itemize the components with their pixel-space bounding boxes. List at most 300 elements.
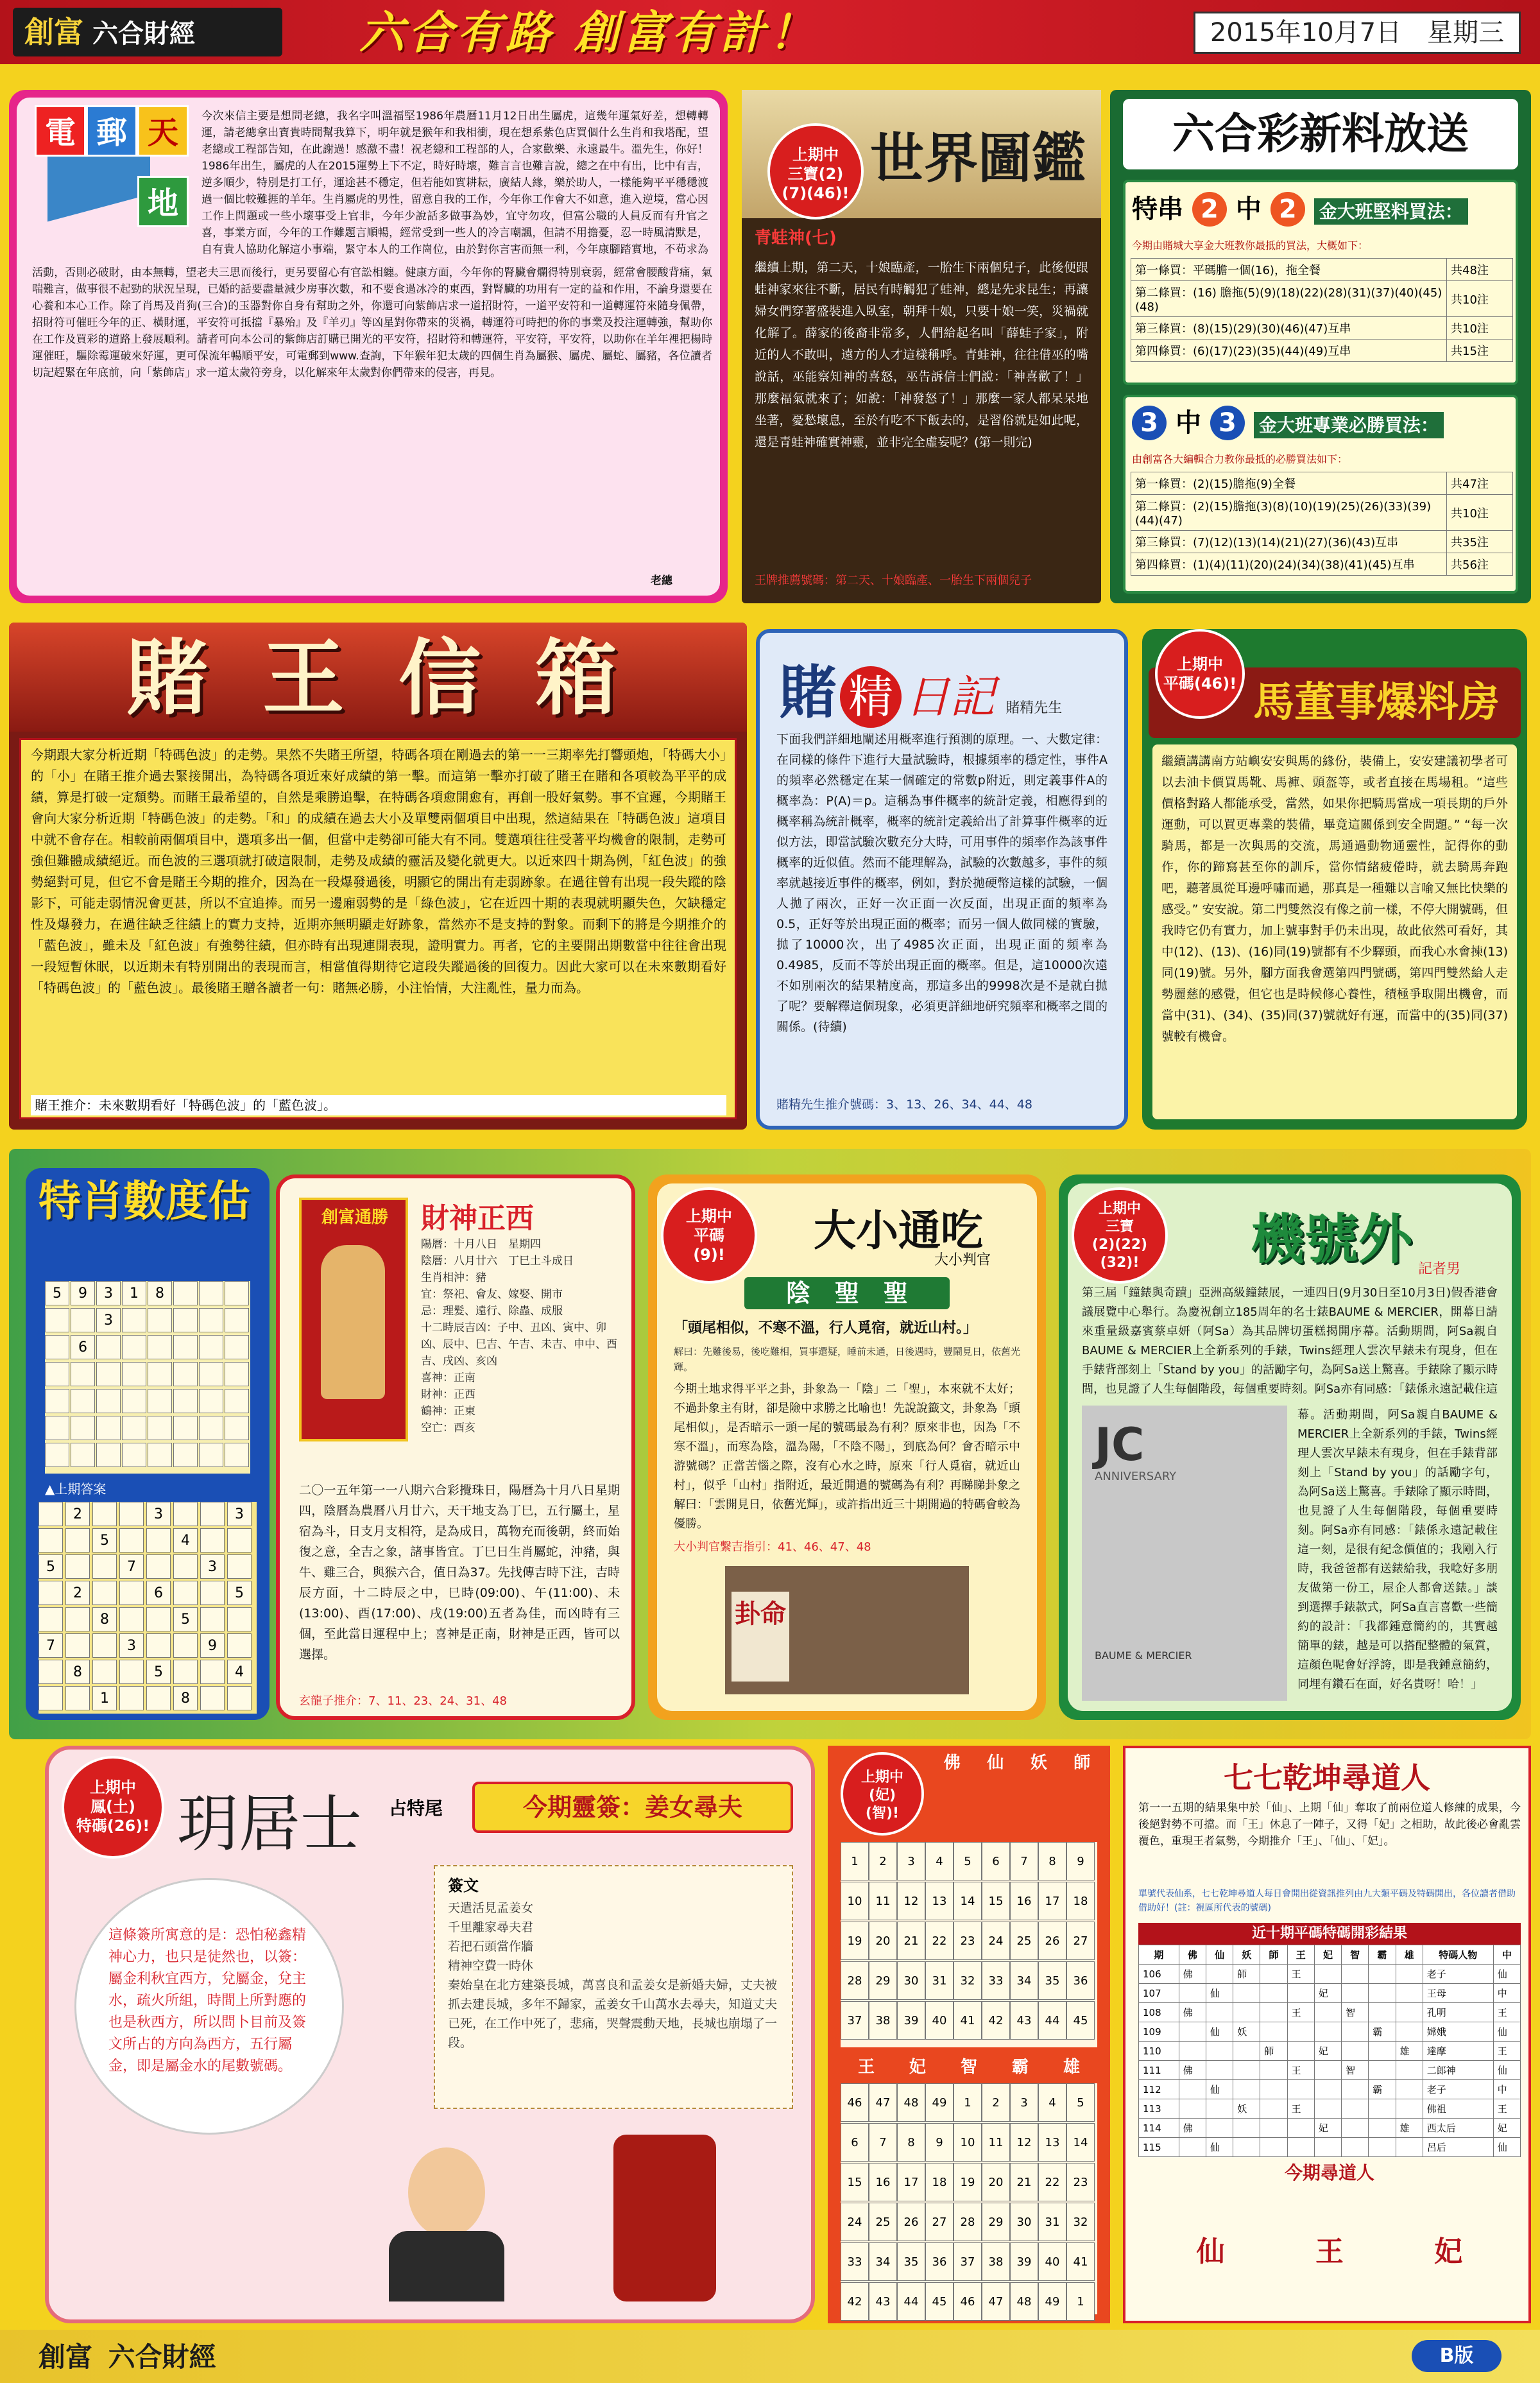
- sudoku-cell: [173, 1335, 198, 1359]
- page-label: B版: [1412, 2340, 1502, 2372]
- table-cell: [1342, 2042, 1369, 2061]
- zodiac-cell: 27: [925, 2203, 954, 2241]
- newmat-sec1-n2: 2: [1270, 192, 1305, 227]
- sudoku-cell: 5: [227, 1581, 252, 1605]
- table-cell: 王: [1287, 2061, 1314, 2080]
- sudoku-cell: [45, 1308, 69, 1332]
- sudoku-cell: [199, 1416, 223, 1440]
- table-cell: [1342, 2022, 1369, 2042]
- newmat-sec1-mid: 中: [1235, 194, 1262, 224]
- dubox-body: 今期跟大家分析近期「特碼色波」的走勢。果然不失賭王所望，特碼各項在剛過去的第一一三期率先打響頭炮，「特碼大小」的「小」在賭王推介過去緊接開出，為特碼各項近來好成績的第一擊。而這第一擊亦打破了賭王在賭和各項較為平平的成績，算是打破一定頹勢。而賭王最希望的，自然是乘勝追擊，在特碼各項愈開愈有，再創一股好氣勢。事不宜遲，今期賭王會向大家分析近期「特碼色波」的走勢。「和」的成績在過去大小及單雙兩個項目中出現，然這結果在「特碼色波」這項目中就不會存在。相較前兩個項目中，選項多出一個，但當中走勢卻可能大有不同。雙選項往往受著平均機會的限制，走勢可強但難體成績絕近。而色波的三選項就打破這限制，走勢及成績的靈活及變化就更大。以近來四十期為例，「紅色波」的強勢絕對可見，但它不會是賭王今期的推介，因為在一段爆發過後，明顯它的開出有走弱跡象。在過往曾有出現一段失蹤的陰影下，可能走弱情況會更甚，所以不宜追捧。而另一邊廂弱勢的是「綠色波」，它在近四十期的表現就明顯失色，欠缺穩定性及爆發力，在過往缺乏往績上的實力支持，近期亦無明顯走好跡象，當然亦不是支持的對象。而剩下的將是今期推介的「藍色波」，雖未及「紅色波」有強勢往績，但亦時有出現連開表現，證明實力。再者，它的主要開出期數當中往往會出現一段短暫休眠，以近期未有特別開出的表現而言，相當值得期待它這段失蹤過後的回復力。因此大家可以在未來數期看好「特碼色波」的「藍色波」。最後賭王贈各讀者一句：賭無必勝，小注怡情，大注亂性，量力而為。: [31, 747, 726, 995]
- table-header: 仙: [1206, 1945, 1233, 1965]
- table-header: 中: [1493, 1945, 1520, 1965]
- sudoku-cell: 4: [227, 1660, 252, 1684]
- almanac-line: 十二時辰吉凶：子中、丑凶、寅中、卯凶、辰中、巳吉、午吉、未吉、申中、酉吉、戌凶、亥凶: [421, 1321, 617, 1368]
- cell: 共15注: [1447, 340, 1513, 362]
- table-cell: 佛: [1179, 2061, 1206, 2080]
- zodiac-cell: 38: [869, 2001, 897, 2040]
- table-cell: [1314, 2099, 1341, 2119]
- table-cell: [1179, 2022, 1206, 2042]
- table-cell: [1314, 2022, 1341, 2042]
- sudoku-cell: [96, 1362, 121, 1386]
- zodiac-cell: 39: [897, 2001, 925, 2040]
- jihao-badge-line4: (32)!: [1100, 1255, 1140, 1271]
- sudoku-cell: [96, 1335, 121, 1359]
- table-cell: 呂后: [1423, 2138, 1493, 2157]
- footer-logo-sub: 六合財經: [108, 2341, 216, 2373]
- table-cell: [1396, 2099, 1423, 2119]
- table-cell: 王: [1287, 2099, 1314, 2119]
- sudoku-cell: [199, 1389, 223, 1413]
- logo-main: 創富: [24, 15, 83, 49]
- sudoku-cell: [148, 1362, 172, 1386]
- table-cell: 仙: [1493, 2138, 1520, 2157]
- xiaotong-poem: 「頭尾相似，不寒不溫，行人覓宿，就近山村。」: [674, 1320, 978, 1336]
- table-cell: 西太后: [1423, 2119, 1493, 2138]
- zodiac-cell: 32: [1066, 2203, 1095, 2241]
- zodiac-cell: 17: [897, 2163, 925, 2201]
- table-row: [1139, 2003, 1521, 2022]
- sudoku-cell: 8: [92, 1607, 117, 1631]
- table-cell: 二郎神: [1423, 2061, 1493, 2080]
- slogan: 六合有路 創富有計！: [359, 6, 818, 59]
- zodiac-head: 智: [960, 2058, 977, 2077]
- zodiac-cell: 42: [841, 2282, 869, 2321]
- sudoku-cell: [65, 1686, 90, 1710]
- newmat-title: 六合彩新料放送: [1123, 99, 1518, 169]
- zodiac-cell: 3: [897, 1842, 925, 1880]
- table-cell: [1233, 2061, 1260, 2080]
- table-cell: [1179, 1984, 1206, 2003]
- zodiac-cell: 5: [954, 1842, 982, 1880]
- texiao-prev-grid: [45, 1281, 250, 1474]
- mail-icon-char-2: 郵: [86, 105, 137, 157]
- table-cell: [1287, 2080, 1314, 2099]
- sudoku-cell: [146, 1528, 171, 1553]
- sudoku-cell: [225, 1362, 249, 1386]
- sudoku-cell: 8: [65, 1660, 90, 1684]
- sudoku-cell: [148, 1308, 172, 1332]
- almanac-line: 陽曆：十月八日 星期四: [421, 1238, 541, 1251]
- zodiac-cell: 2: [869, 1842, 897, 1880]
- dujing-rec: 賭精先生推介號碼：3、13、26、34、44、48: [776, 1097, 1032, 1112]
- zodiac-cell: 4: [1038, 2083, 1066, 2122]
- world-badge-line3: (7)(46)!: [782, 184, 850, 202]
- sudoku-cell: [71, 1308, 95, 1332]
- qiqian-picks: [1151, 2191, 1508, 2307]
- zodiac-cell: 40: [1038, 2242, 1066, 2281]
- sudoku-cell: [225, 1389, 249, 1413]
- almanac-line: 陰曆：八月廿六 丁巳土斗成日: [421, 1255, 574, 1268]
- dujing-header: [779, 646, 1113, 727]
- table-cell: [1342, 2080, 1369, 2099]
- cell: 共48注: [1447, 259, 1513, 281]
- jushi-qian-pot: [613, 2135, 716, 2301]
- dujing-author: 賭精先生: [1005, 700, 1063, 716]
- sudoku-cell: 3: [96, 1281, 121, 1305]
- table-cell: 仙: [1206, 1984, 1233, 2003]
- table-cell: [1233, 2080, 1260, 2099]
- sudoku-cell: [199, 1443, 223, 1467]
- zodiac-badge: [841, 1752, 924, 1836]
- zodiac-cell: 16: [1010, 1882, 1038, 1920]
- newmat-sec1-table: [1131, 258, 1513, 362]
- newmat-sec2-n2: 3: [1210, 406, 1245, 440]
- zodiac-head: 王: [857, 2058, 875, 2077]
- jihao-badge: [1072, 1187, 1168, 1284]
- sudoku-cell: [225, 1335, 249, 1359]
- footer-logo: [38, 2336, 270, 2375]
- sudoku-cell: [225, 1281, 249, 1305]
- jihao-photo: [1082, 1406, 1287, 1701]
- zodiac-cell: 44: [1038, 2001, 1066, 2040]
- sudoku-cell: [200, 1528, 225, 1553]
- jushi-panel: [45, 1746, 815, 2323]
- zodiac-cell: 30: [897, 1961, 925, 2000]
- caishen-panel: [276, 1174, 635, 1720]
- table-row: [1131, 495, 1513, 531]
- zodiac-cell: 39: [1010, 2242, 1038, 2281]
- cell: 第一條買：(2)(15)膽拖(9)全餐: [1131, 472, 1447, 495]
- dujing-body: 下面我們詳細地闡述用概率進行預測的原理。一、大數定律：在同樣的條件下進行大量試驗時，根據頻率的穩定性，事件A的頻率必然穩定在某一個確定的常數p附近，則定義事件A的概率為：P(A)＝p。這稱為事件概率的統計定義，相應得到的概率稱為統計概率，概率的統計定義給出了計算事件概率的近似方法，即當試驗次數充分大時，可用事件的頻率作為該事件概率的近似值。然而不能理解為，試驗的次數越多，事件的頻率就越接近事件的概率，例如，對於拋硬幣這樣的試驗，一個人拋了兩次，正好一次正面一次反面，出現正面的頻率為0.5，正好等於出現正面的概率；而另一個人做同樣的實驗，拋了10000次，出了4985次正面，出現正面的頻率為0.4985，反而不等於出現正面的概率。但是，這10000次遠不如別兩次的結果精度高，那這多出的9998次是不是就白拋了呢？要解釋這個現象，必須更詳細地研究頻率和概率之間的關係。(待續): [776, 732, 1108, 1034]
- sudoku-cell: [173, 1281, 198, 1305]
- table-cell: [1342, 2138, 1369, 2157]
- zodiac-head: 妖: [1030, 1753, 1047, 1773]
- table-cell: [1260, 2003, 1287, 2022]
- zodiac-cell: 43: [869, 2282, 897, 2321]
- texiao-title: 特肖數度估: [38, 1176, 250, 1226]
- sudoku-cell: [173, 1581, 198, 1605]
- sudoku-cell: 3: [227, 1502, 252, 1526]
- caishen-rec: 玄龍子推介：7、11、23、24、31、48: [299, 1694, 507, 1708]
- table-cell: [1369, 2119, 1396, 2138]
- cell: 共35注: [1447, 531, 1513, 553]
- zodiac-cell: 42: [982, 2001, 1010, 2040]
- table-cell: 霸: [1369, 2080, 1396, 2099]
- table-header: 師: [1260, 1945, 1287, 1965]
- sudoku-cell: [200, 1660, 225, 1684]
- footer-logo-main: 創富: [38, 2341, 93, 2373]
- sudoku-cell: [199, 1362, 223, 1386]
- zodiac-cell: 6: [841, 2123, 869, 2162]
- zodiac-cell: 26: [897, 2203, 925, 2241]
- table-cell: [1233, 2119, 1260, 2138]
- table-cell: 師: [1260, 2042, 1287, 2061]
- sudoku-cell: [200, 1581, 225, 1605]
- table-cell: [1287, 2138, 1314, 2157]
- newmat-sec1: [1123, 180, 1518, 385]
- sudoku-cell: [45, 1443, 69, 1467]
- jihao-body-cont: [1297, 1406, 1498, 1701]
- zodiac-cell: 31: [925, 1961, 954, 2000]
- sudoku-cell: [199, 1308, 223, 1332]
- zodiac-cell: 23: [1066, 2163, 1095, 2201]
- zodiac-cell: 9: [925, 2123, 954, 2162]
- zodiac-cell: 45: [1066, 2001, 1095, 2040]
- table-cell: 達摩: [1423, 2042, 1493, 2061]
- footer-bar: [0, 2330, 1540, 2383]
- xiaotong-rec: 大小判官繫吉指引：41、46、47、48: [674, 1540, 871, 1554]
- qiqian-today: 今期尋道人: [1284, 2162, 1374, 2183]
- almanac-line: 鶴神：正東: [421, 1405, 475, 1418]
- sudoku-cell: [173, 1443, 198, 1467]
- header-bar: [0, 0, 1540, 64]
- sudoku-cell: 5: [146, 1660, 171, 1684]
- world-subtitle: 青蛙神(七): [755, 228, 837, 248]
- zodiac-cell: 13: [925, 1882, 954, 1920]
- jushi-badge: [62, 1756, 164, 1859]
- mail-body-top: 今次來信主要是想問老總，我名字叫溫福堅1986年農曆11月12日出生屬虎，這幾年運氣好差，想轉轉運，請老總拿出寶貴時間幫我算下，明年就是猴年和我相衝，現在想系紫色店買個什么生肖和我塔配，望老總或工程部告知，在此謝過！感激不盡！祝老總和工程部的人，合家歡樂、永遠最牛。溫先生，你好！1986年出生，屬虎的人在2015運勢上下不定，時好時壞，難言言也難言說，總之在中有出，比中有吉，逆多順少，特別是打工仔，運途甚不穩定，但若能如實耕耘，廣結人緣，樂於助人，一樣能夠平平穩穩渡過一個比較難捱的羊年。生肖屬虎的男性，留意自我的工作，今年你工作會大不如意，進入逆境，當心因工作上問題或一些小壞事受上官非，今年少說話多做事為妙，宜守勿攻，但富公職的人員反而有升官之喜，事業方面，今年的工作難題言順暢，經常受到一些人的冷言嘲諷，但請不用擔憂，忍一時風清默是，自有貴人協助化解這小事端，緊守本人的工作崗位，由於對你言害而無一利，今年康腳踏實地，不苟求為: [201, 110, 708, 255]
- zodiac-cell: 37: [954, 2242, 982, 2281]
- cell: 第一條買：平碼膽一個(16)，拖全餐: [1131, 259, 1447, 281]
- zodiac-cell: 1: [1066, 2282, 1095, 2321]
- table-cell: 雄: [1396, 2119, 1423, 2138]
- xiaotong-panel: [648, 1174, 1046, 1720]
- table-row: [1139, 2042, 1521, 2061]
- zodiac-cell: 20: [869, 1922, 897, 1960]
- table-row: [1131, 472, 1513, 495]
- qiqian-note: 單號代表仙系，七七乾坤尋道人每日會開出從資訊推列由九大類平碼及特碼開出，各位讀者借助借助好！(註：視區所代表的號碼): [1138, 1889, 1516, 1913]
- table-cell: [1369, 2061, 1396, 2080]
- qiqian-pick: 王: [1315, 2235, 1344, 2268]
- sudoku-cell: [148, 1443, 172, 1467]
- zodiac-cell: 19: [954, 2163, 982, 2201]
- table-row: [1131, 259, 1513, 281]
- sudoku-cell: [173, 1633, 198, 1658]
- table-header: 霸: [1369, 1945, 1396, 1965]
- table-cell: 106: [1139, 1965, 1179, 1984]
- zodiac-cell: 43: [1010, 2001, 1038, 2040]
- world-badge-line2: 三寶(2): [787, 165, 844, 183]
- zodiac-top-grid: [841, 1842, 1097, 2047]
- table-cell: [1287, 2022, 1314, 2042]
- table-cell: 王: [1493, 2042, 1520, 2061]
- zodiac-head: 師: [1074, 1753, 1091, 1773]
- table-cell: 王: [1287, 1965, 1314, 1984]
- cell: 第三條買：(7)(12)(13)(14)(21)(27)(36)(43)互串: [1131, 531, 1447, 553]
- table-cell: 王: [1493, 2099, 1520, 2119]
- dongshi-badge-line1: 上期中: [1177, 655, 1223, 673]
- table-cell: 112: [1139, 2080, 1179, 2099]
- sudoku-cell: [65, 1528, 90, 1553]
- qian-line: 天遣活見孟姜女: [448, 1901, 534, 1915]
- zodiac-cell: 8: [1038, 1842, 1066, 1880]
- texiao-panel: [26, 1168, 270, 1720]
- zodiac-cell: 25: [869, 2203, 897, 2241]
- newmat-sec1-intro: 今期由賭城大享金大班教你最抵的買法，大概如下：: [1132, 239, 1369, 252]
- qiqian-table: [1138, 1945, 1521, 2157]
- table-cell: 王: [1287, 2003, 1314, 2022]
- jushi-bubble: [74, 1878, 344, 2135]
- table-cell: [1179, 2138, 1206, 2157]
- zodiac-cell: 49: [1038, 2282, 1066, 2321]
- newmat-sec2-header: [1132, 402, 1510, 447]
- xiaotong-notes: 解曰：先難後易，後吃難相，買事還疑，睡前未通，日後遇時，豐鬧見日，依舊光輝。: [674, 1346, 1021, 1373]
- newmat-panel: [1110, 90, 1531, 603]
- caishen-calendar-label: 創富通勝: [321, 1208, 388, 1227]
- table-cell: [1396, 2080, 1423, 2099]
- table-cell: 妃: [1314, 2119, 1341, 2138]
- sudoku-cell: [146, 1633, 171, 1658]
- sudoku-cell: [227, 1607, 252, 1631]
- table-cell: 110: [1139, 2042, 1179, 2061]
- world-badge-line1: 上期中: [792, 146, 839, 164]
- sudoku-cell: [146, 1554, 171, 1579]
- jushi-figure: [370, 2135, 524, 2301]
- table-cell: [1369, 1965, 1396, 1984]
- jihao-author: 記者男: [1418, 1261, 1461, 1277]
- jushi-zhan: 占特尾: [389, 1798, 443, 1819]
- sudoku-cell: [38, 1607, 63, 1631]
- qiqian-panel: [1123, 1746, 1531, 2323]
- sudoku-cell: 5: [38, 1554, 63, 1579]
- zodiac-cell: 31: [1038, 2203, 1066, 2241]
- zodiac-cell: 26: [1038, 1922, 1066, 1960]
- sudoku-cell: [122, 1308, 146, 1332]
- zodiac-cell: 2: [982, 2083, 1010, 2122]
- table-cell: [1342, 1965, 1369, 1984]
- table-cell: 王: [1493, 2003, 1520, 2022]
- caishen-calendar: [299, 1198, 408, 1441]
- table-cell: [1233, 1984, 1260, 2003]
- sudoku-cell: [122, 1389, 146, 1413]
- table-header: 妖: [1233, 1945, 1260, 1965]
- table-header: 雄: [1396, 1945, 1423, 1965]
- sudoku-cell: [92, 1554, 117, 1579]
- table-cell: 雄: [1396, 2042, 1423, 2061]
- zodiac-head: 妃: [909, 2058, 926, 2077]
- table-cell: 妖: [1233, 2099, 1260, 2119]
- zodiac-cell: 8: [897, 2123, 925, 2162]
- zodiac-cell: 4: [925, 1842, 954, 1880]
- jushi-qian-lines: [448, 1898, 782, 2091]
- sudoku-cell: [225, 1443, 249, 1467]
- table-row: [1131, 281, 1513, 317]
- dongshi-badge-line2: 平碼(46)!: [1163, 675, 1237, 693]
- zodiac-cell: 15: [982, 1882, 1010, 1920]
- zodiac-cell: 33: [841, 2242, 869, 2281]
- zodiac-cell: 44: [897, 2282, 925, 2321]
- sudoku-cell: 9: [71, 1281, 95, 1305]
- sudoku-cell: [71, 1362, 95, 1386]
- world-hint: 王牌推薦號碼：第二天、十娘臨產、一胎生下兩個兒子: [755, 574, 1032, 587]
- zodiac-cell: 18: [925, 2163, 954, 2201]
- cell: 第三條買：(8)(15)(29)(30)(46)(47)互串: [1131, 317, 1447, 340]
- sudoku-cell: [65, 1554, 90, 1579]
- zodiac-cell: 7: [869, 2123, 897, 2162]
- sudoku-cell: [38, 1528, 63, 1553]
- dongshi-body: 繼續講講南方站嶼安安與馬的緣份，裝備上，安安建議初學者可以去油卡價買馬靴、馬褲、頭盔等，或者直接在馬場租。“這些價格對路人都能承受，當然，如果你把騎馬當成一項長期的戶外運動，可以買更專業的裝備，畢竟這關係到安全問題。” “每一次騎馬，都是一次與馬的交流，馬通過動物通靈性，記得你的動作，你的蹄寫甚至你的訓斥，當你情緒疲倦時，就去騎馬奔跑吧，聽著風從耳邊呼嘯而過，那真是一種難以言喻又無比快樂的感受。” 安安說。第二門雙然沒有像之前一樣，不停大開號碼，但我時它仍有實力，加上號事對手仍未出現，故此依然可看好，其中(12)、(13)、(16)同(19)號都有不少驛頭，而我心水會揀(13)同(19)號。另外，腳方面我會選第四門號碼，第四門雙然給人走勢麗慈的感覺，但它也是時候修心養性，積極爭取開出機會，而當中(31)、(34)、(35)同(37)號就好有運，而當中的(35)同(37)號較有機會。: [1161, 754, 1508, 1044]
- table-cell: 妃: [1314, 1984, 1341, 2003]
- zodiac-cell: 35: [897, 2242, 925, 2281]
- zodiac-cell: 46: [841, 2083, 869, 2122]
- newmat-sec2-mid: 中: [1175, 408, 1201, 438]
- table-row: [1139, 1984, 1521, 2003]
- table-cell: [1179, 2042, 1206, 2061]
- dubox-rec: 賭王推介：未來數期看好「特碼色波」的「藍色波」。: [31, 1095, 726, 1115]
- mail-body-overflow: 活動，否則必破財，由本無轉，望老夫三思而後行，更另要留心有官訟相纏。健康方面，今年你的腎臟會爛得特別衰弱，經常會腰酸背痛，氣喘難言，做事很不起勁的狀況呈現，已婚的話要盡量減少房事次數，和不要食過冰冷的東西，對腎臟的功用有一定的益和作用，不論身還要在心養和本心工作。除了肖馬及肖狗(三合)的玉器對你自身有幫助之外，你還可向紫飾店求一道招財符，一道平安符和一道轉運符來隨身佩帶，招財符可催旺今年的正、橫財運，平安符可抵擋『暴殆』及『羊刃』等凶星對你帶來的災禍，轉運符可時把的你的事業及投注運轉強，幫助你在工作及買彩的道路上發展順利。請者可向本公司的紫飾店訂購已開光的平安符，招財符和轉運符，平安符，平安符，以助你在羊年裡把楊時運催旺，驅除霉運破來好運，更可保流年暢順平安，可電郵到www.查詢，下年猴年犯太歲的四個生肖為屬猴、屬虎、屬蛇、屬豬，各位讀者切記趕緊在年底前，向「紫飾店」求一道太歲符旁身，以化解來年太歲對你們帶來的侵害，再見。: [32, 266, 712, 379]
- dujing-title-a: 賭: [779, 659, 837, 727]
- world-panel: [742, 90, 1101, 603]
- table-cell: [1369, 2003, 1396, 2022]
- table-header: 特碼人物: [1423, 1945, 1493, 1965]
- sudoku-cell: [38, 1660, 63, 1684]
- sudoku-cell: 5: [92, 1528, 117, 1553]
- zodiac-cell: 21: [1010, 2163, 1038, 2201]
- table-header: 期: [1139, 1945, 1179, 1965]
- table-cell: 妃: [1314, 2042, 1341, 2061]
- sudoku-cell: [199, 1335, 223, 1359]
- table-cell: [1314, 2003, 1341, 2022]
- zodiac-cell: 41: [1066, 2242, 1095, 2281]
- zodiac-panel: [828, 1746, 1110, 2323]
- sudoku-cell: 8: [148, 1281, 172, 1305]
- texiao-caption: ▲上期答案: [45, 1481, 107, 1497]
- jihao-body-top: 第三屆「鐘錶與奇蹟」亞洲高級鐘錶展，一連四日(9月30日至10月3日)假香港會議展覽中心舉行。為慶祝創立185周年的名士錶BAUME & MERCIER，開幕日請來重量級嘉賓蔡卓妍（阿Sa）為其品牌切蛋糕揭開序幕。活動期間，阿Sa親自BAUME & MERCIER上全新系列的手錶，Twins經理人雲次早錶未有現身，但在手錶背部刻上「Stand by you」的話勵字句，為阿Sa送上驚喜。手錶除了顯示時間，也見證了人生每個階段，每個重要時刻。阿Sa亦有同感：「錶係永遠記載住這: [1082, 1286, 1498, 1396]
- sudoku-cell: 8: [173, 1686, 198, 1710]
- sudoku-cell: 6: [71, 1335, 95, 1359]
- jihao-badge-line2: 三寶: [1105, 1219, 1134, 1235]
- table-cell: [1260, 1965, 1287, 1984]
- sudoku-cell: [119, 1581, 144, 1605]
- table-cell: 智: [1342, 2003, 1369, 2022]
- qiqian-title: 七七乾坤尋道人: [1224, 1760, 1430, 1795]
- almanac-line: 宜：祭祀、會友、嫁娶、開市: [421, 1288, 563, 1301]
- zodiac-cell: 14: [954, 1882, 982, 1920]
- table-cell: [1260, 2099, 1287, 2119]
- sudoku-cell: [122, 1443, 146, 1467]
- cell: 共47注: [1447, 472, 1513, 495]
- zodiac-cell: 45: [925, 2282, 954, 2321]
- sudoku-cell: [45, 1362, 69, 1386]
- zodiac-cell: 22: [1038, 2163, 1066, 2201]
- jushi-qian: [434, 1865, 793, 2109]
- zodiac-badge-line2: (妃): [868, 1787, 896, 1803]
- zodiac-cell: 7: [1010, 1842, 1038, 1880]
- jihao-photo-brand: BAUME & MERCIER: [1095, 1649, 1192, 1662]
- sudoku-cell: 3: [119, 1633, 144, 1658]
- sudoku-cell: 7: [119, 1554, 144, 1579]
- table-cell: [1369, 2138, 1396, 2157]
- table-cell: [1206, 2042, 1233, 2061]
- mail-sign: 老總: [651, 574, 672, 587]
- qian-line: 千里離家尋夫君: [448, 1920, 534, 1934]
- table-cell: [1342, 2099, 1369, 2119]
- table-cell: 111: [1139, 2061, 1179, 2080]
- jushi-badge-line1: 上期中: [90, 1778, 136, 1796]
- table-cell: [1314, 2061, 1341, 2080]
- table-row: [1131, 340, 1513, 362]
- zodiac-cell: 11: [869, 1882, 897, 1920]
- table-row: [1139, 2119, 1521, 2138]
- zodiac-cell: 10: [954, 2123, 982, 2162]
- table-cell: 孔明: [1423, 2003, 1493, 2022]
- jihao-photo-text: JC: [1095, 1418, 1145, 1471]
- newmat-sec2: [1123, 395, 1518, 594]
- zodiac-cell: 37: [841, 2001, 869, 2040]
- table-header: 智: [1342, 1945, 1369, 1965]
- zodiac-head: 霸: [1011, 2058, 1029, 2077]
- jihao-panel: [1059, 1174, 1521, 1720]
- table-cell: [1396, 1984, 1423, 2003]
- zodiac-cell: 18: [1066, 1882, 1095, 1920]
- table-cell: 115: [1139, 2138, 1179, 2157]
- table-header-row: [1139, 1945, 1521, 1965]
- table-cell: 佛: [1179, 2119, 1206, 2138]
- jihao-title: 機號外: [1250, 1208, 1412, 1271]
- zodiac-cell: 48: [897, 2083, 925, 2122]
- sudoku-cell: [96, 1416, 121, 1440]
